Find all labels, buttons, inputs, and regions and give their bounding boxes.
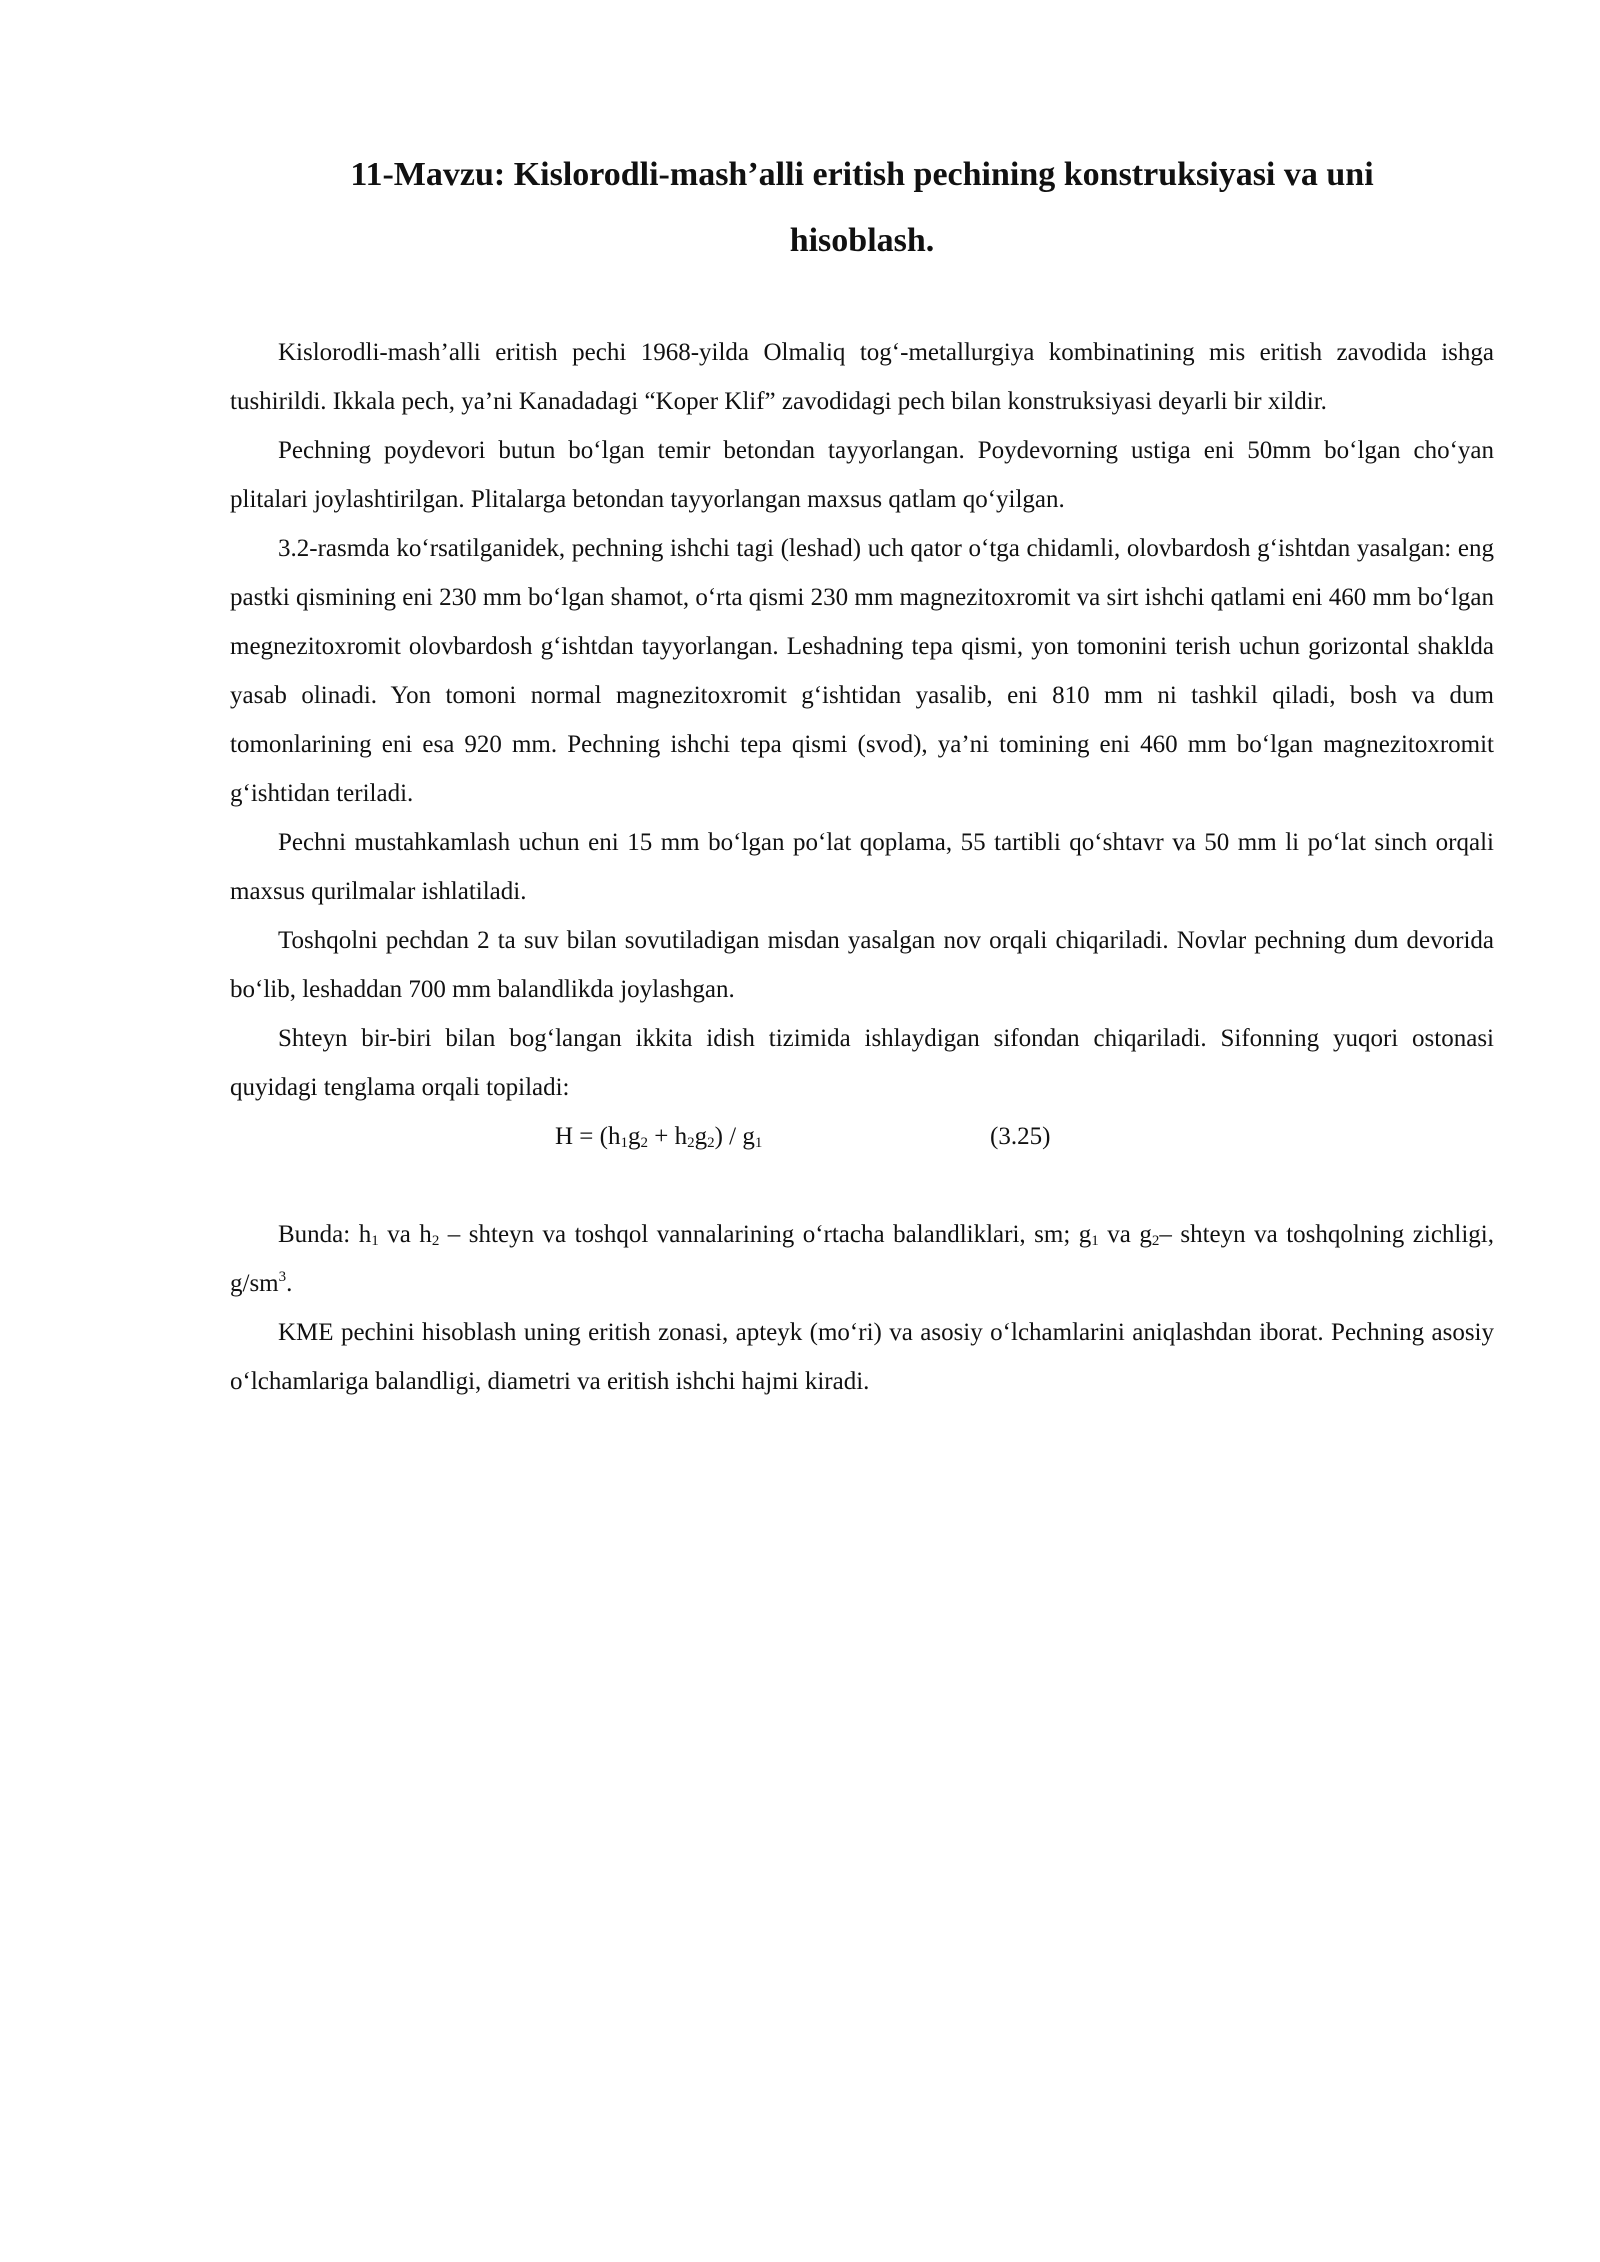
paragraph-2: Pechning poydevori butun bo‘lgan temir betondan tayyorlangan. Poydevorning ustiga eni 50mm bo‘lgan cho‘yan plitalari joylashtirilgan. Plitalarga betondan tayyorlangan maxsus qatlam qo‘yilgan.	[230, 437, 1494, 513]
definition-subscript: 1	[1091, 1233, 1099, 1249]
page-title	[230, 142, 1494, 274]
paragraph-1: Kislorodli-mash’alli eritish pechi 1968-yilda Olmaliq tog‘-metallurgiya kombinatining mis eritish zavodida ishga tushirildi. Ikkala pech, ya’ni Kanadadagi “Koper Klif” zavodidagi pech bilan konstruksiyasi deyarli bir xildir.	[230, 339, 1494, 415]
formula-text: g	[627, 1123, 641, 1150]
formula-text: H = (h	[555, 1123, 621, 1150]
title-line-2: hisoblash.	[789, 222, 935, 259]
document-page	[230, 142, 1494, 1406]
formula-subscript: 1	[754, 1135, 763, 1151]
definition-text: Bunda: h	[278, 1221, 372, 1248]
definition-text: va h	[378, 1221, 432, 1248]
equation-3-25	[230, 1112, 1494, 1161]
formula-subscript: 1	[620, 1135, 628, 1151]
equation-expression	[555, 1112, 762, 1161]
title-line-1: 11-Mavzu: Kislorodli-mash’alli eritish pechining konstruksiyasi va uni	[350, 156, 1374, 193]
formula-subscript: 2	[707, 1135, 715, 1151]
definition-text: – shteyn va toshqol vannalarining o‘rtacha balandliklari, sm; g	[439, 1221, 1092, 1248]
definition-text: – shteyn va toshqolning zichligi, g/sm	[230, 1221, 1494, 1297]
formula-subscript: 2	[640, 1135, 648, 1151]
paragraph-6: Shteyn bir-biri bilan bog‘langan ikkita idish tizimida ishlaydigan sifondan chiqariladi. Sifonning yuqori ostonasi quyidagi tenglama orqali topiladi:	[230, 1025, 1494, 1101]
variable-definitions	[230, 1210, 1494, 1308]
paragraph-5: Toshqolni pechdan 2 ta suv bilan sovutiladigan misdan yasalgan nov orqali chiqariladi. Novlar pechning dum devorida bo‘lib, leshaddan 700 mm balandlikda joylashgan.	[230, 927, 1494, 1003]
paragraph-4: Pechni mustahkamlash uchun eni 15 mm bo‘lgan po‘lat qoplama, 55 tartibli qo‘shtavr va 50 mm li po‘lat sinch orqali maxsus qurilmalar ishlatiladi.	[230, 829, 1494, 905]
formula-subscript: 2	[687, 1135, 695, 1151]
definition-superscript: 3	[278, 1269, 287, 1285]
paragraph-3: 3.2-rasmda ko‘rsatilganidek, pechning ishchi tagi (leshad) uch qator o‘tga chidamli, olovbardosh g‘ishtdan yasalgan: eng pastki qismining eni 230 mm bo‘lgan shamot, o‘rta qismi 230 mm magnezitoxromit va sirt ishchi qatlami eni 460 mm bo‘lgan megnezitoxromit olovbardosh g‘ishtdan tayyorlangan. Leshadning tepa qismi, yon tomonini terish uchun gorizontal shaklda yasab olinadi. Yon tomoni normal magnezitoxromit g‘ishtidan yasalib, eni 810 mm ni tashkil qiladi, bosh va dum tomonlarining eni esa 920 mm. Pechning ishchi tepa qismi (svod), ya’ni tomining eni 460 mm bo‘lgan magnezitoxromit g‘ishtidan teriladi.	[230, 535, 1494, 807]
definition-text: va g	[1098, 1221, 1152, 1248]
formula-text: g	[694, 1123, 708, 1150]
definition-subscript: 2	[431, 1233, 440, 1249]
definition-text: .	[286, 1270, 293, 1297]
paragraph-final: KME pechini hisoblash uning eritish zonasi, apteyk (mo‘ri) va asosiy o‘lchamlarini aniqlashdan iborat. Pechning asosiy o‘lchamlariga balandligi, diametri va eritish ishchi hajmi kiradi.	[230, 1319, 1494, 1395]
equation-number: (3.25)	[990, 1123, 1051, 1150]
definition-subscript: 2	[1151, 1233, 1160, 1249]
formula-text: ) / g	[714, 1123, 755, 1150]
formula-text: + h	[647, 1123, 688, 1150]
definition-subscript: 1	[371, 1233, 379, 1249]
